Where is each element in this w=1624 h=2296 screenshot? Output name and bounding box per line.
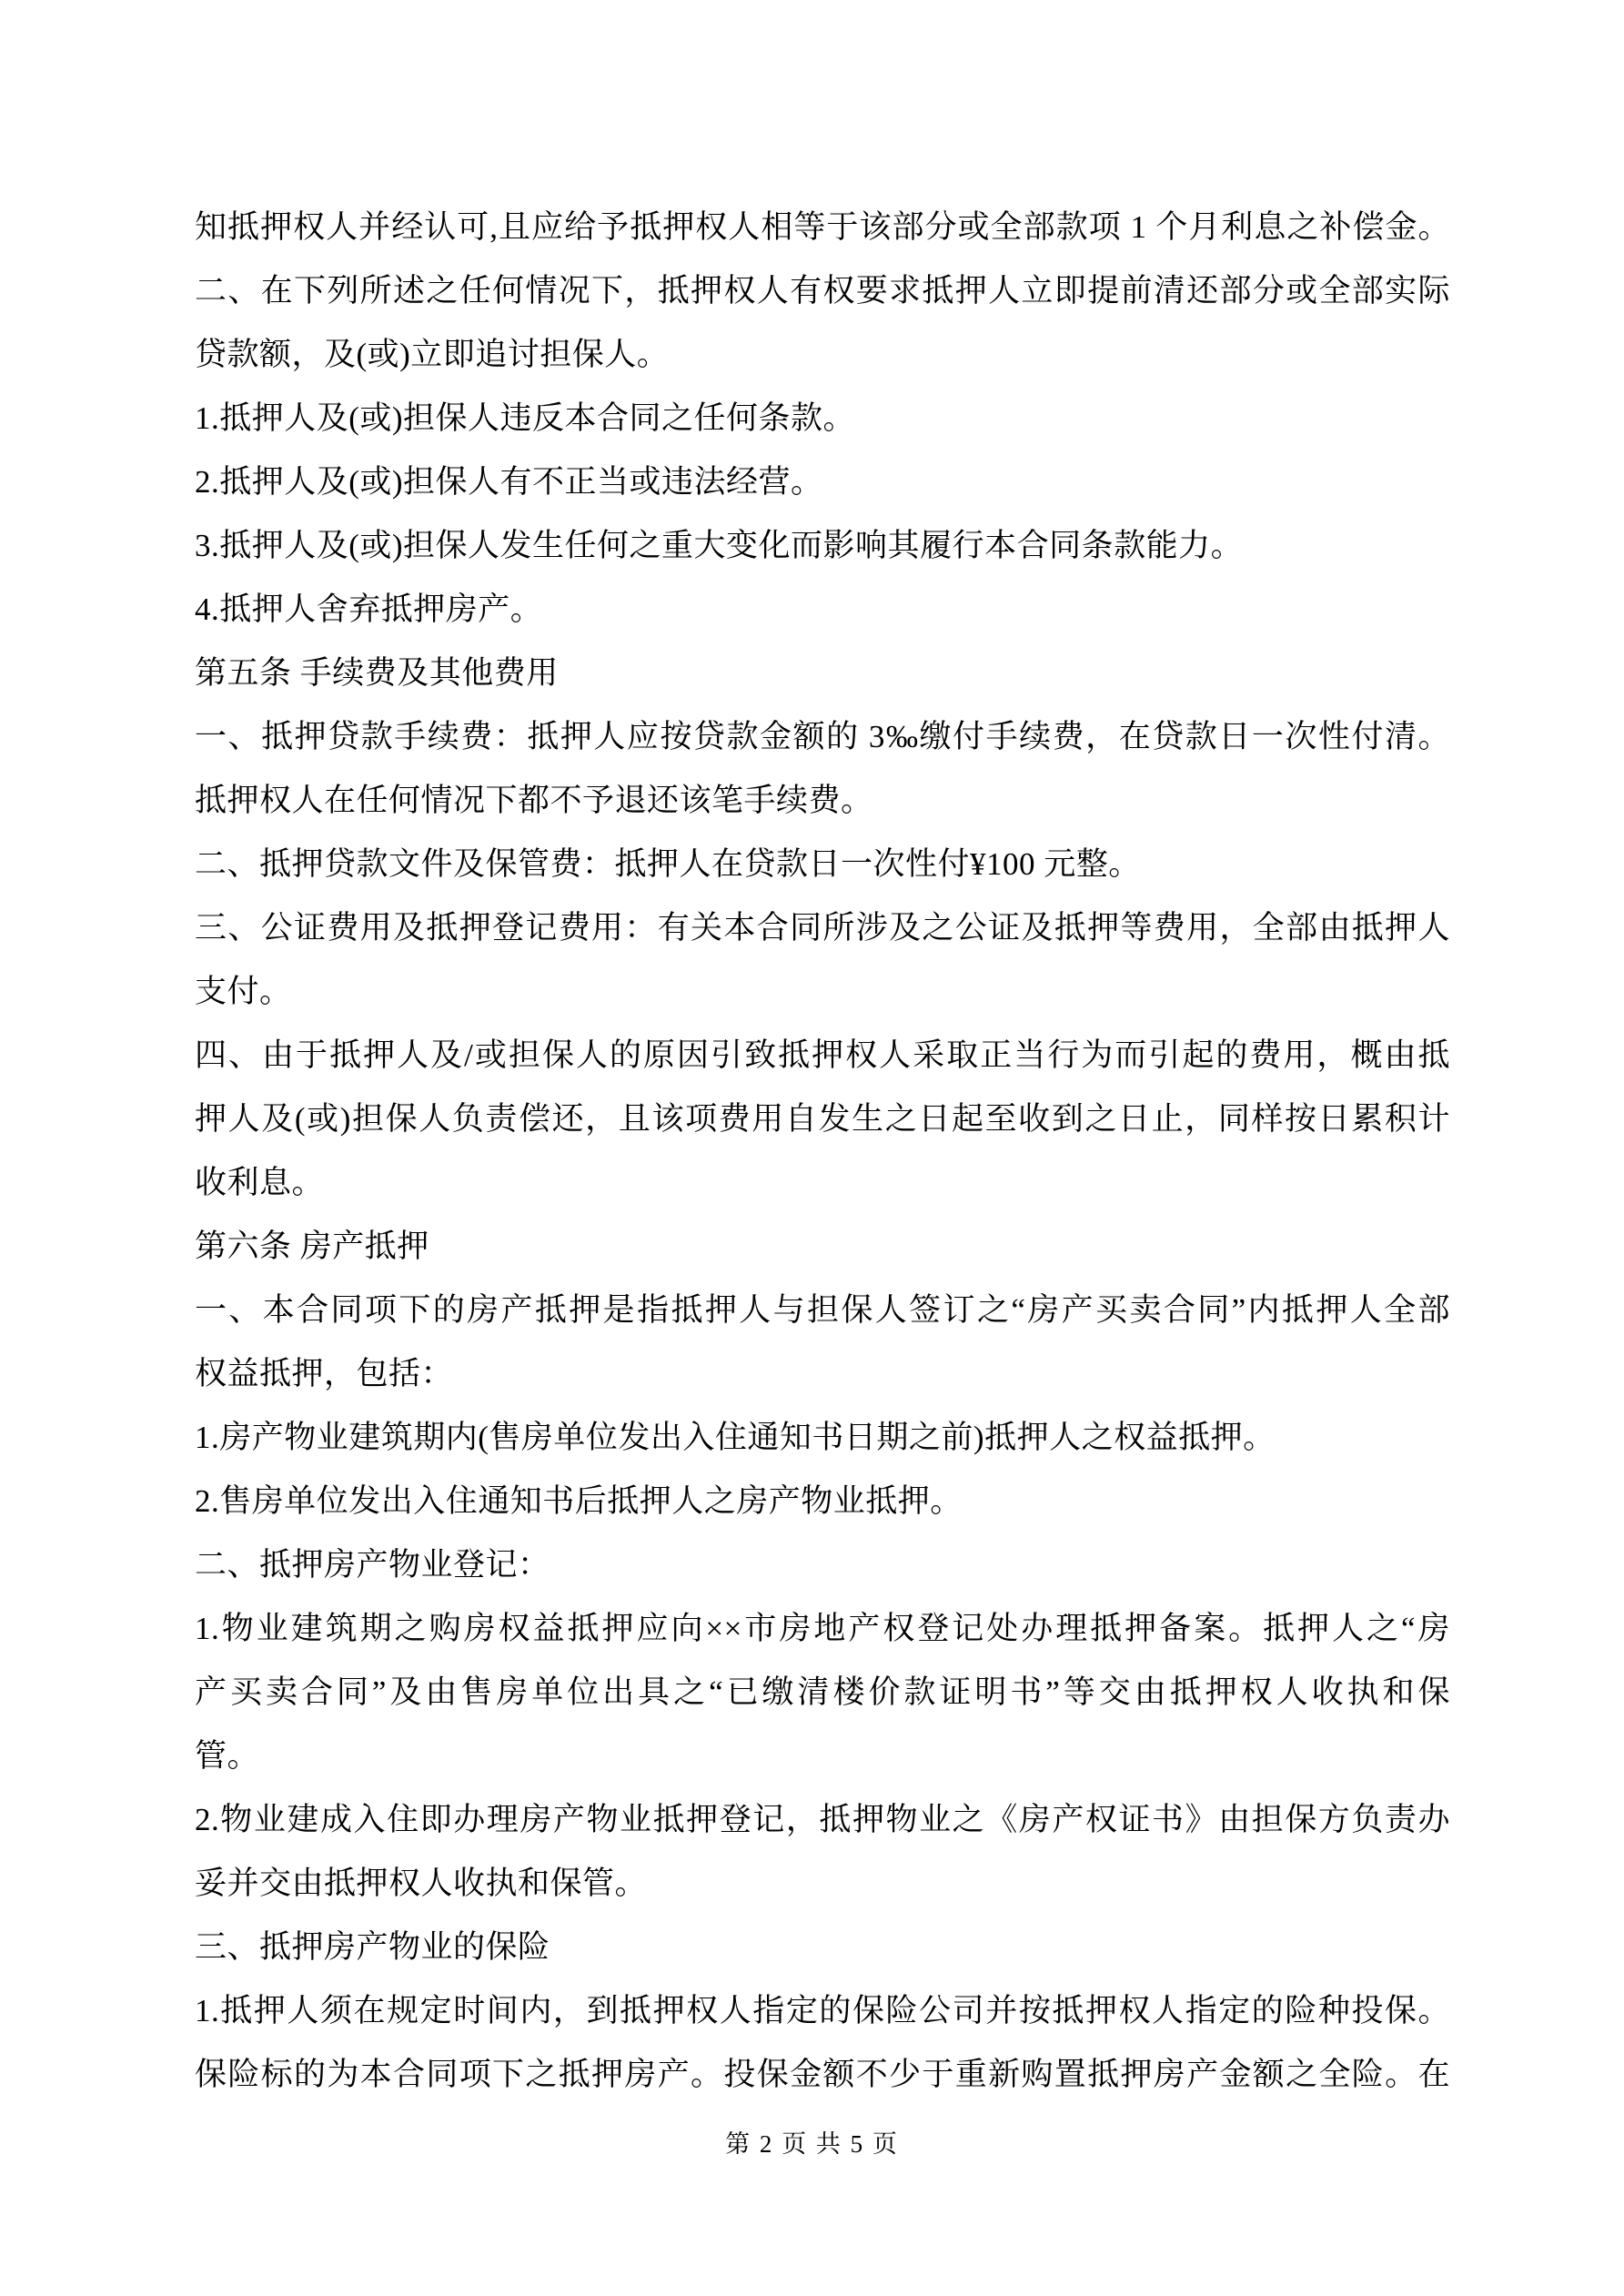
text-line: 押人及(或)担保人负责偿还，且该项费用自发生之日起至收到之日止，同样按日累积计 [195, 1101, 1450, 1137]
text-line: 2.售房单位发出入住通知书后抵押人之房产物业抵押。 [195, 1483, 963, 1519]
text-line: 贷款额，及(或)立即追讨担保人。 [195, 337, 670, 372]
section-heading: 第五条 手续费及其他费用 [195, 655, 559, 691]
text-line: 三、公证费用及抵押登记费用：有关本合同所涉及之公证及抵押等费用，全部由抵押人 [195, 910, 1450, 946]
text-line: 支付。 [195, 974, 292, 1009]
text-line: 三、抵押房产物业的保险 [195, 1929, 550, 1965]
text-line: 知抵押权人并经认可,且应给予抵押权人相等于该部分或全部款项 1 个月利息之补偿金。 [195, 209, 1450, 245]
page-footer [0, 2126, 1624, 2162]
text-line: 收利息。 [195, 1165, 325, 1200]
text-line: 四、由于抵押人及/或担保人的原因引致抵押权人采取正当行为而引起的费用，概由抵 [195, 1037, 1450, 1073]
text-line: 一、抵押贷款手续费：抵押人应按贷款金额的 3‰缴付手续费，在贷款日一次性付清。 [195, 719, 1450, 754]
text-line: 2.抵押人及(或)担保人有不正当或违法经营。 [195, 464, 823, 500]
text-line: 4.抵押人舍弃抵押房产。 [195, 592, 543, 627]
text-line: 权益抵押，包括： [195, 1356, 454, 1391]
contract-body [195, 196, 1450, 2107]
text-line: 3.抵押人及(或)担保人发生任何之重大变化而影响其履行本合同条款能力。 [195, 528, 1244, 563]
text-line: 一、本合同项下的房产抵押是指抵押人与担保人签订之“房产买卖合同”内抵押人全部 [195, 1292, 1450, 1328]
text-line: 二、在下列所述之任何情况下，抵押权人有权要求抵押人立即提前清还部分或全部实际 [195, 273, 1450, 308]
text-line: 二、抵押贷款文件及保管费：抵押人在贷款日一次性付¥100 元整。 [195, 846, 1141, 882]
text-line: 1.物业建筑期之购房权益抵押应向××市房地产权登记处办理抵押备案。抵押人之“房 [195, 1611, 1450, 1646]
text-line: 抵押权人在任何情况下都不予退还该笔手续费。 [195, 783, 873, 818]
text-line: 妥并交由抵押权人收执和保管。 [195, 1866, 648, 1901]
page-number: 第 2 页 共 5 页 [725, 2130, 899, 2158]
text-line: 保险标的为本合同项下之抵押房产。投保金额不少于重新购置抵押房产金额之全险。在 [195, 2057, 1450, 2092]
text-line: 二、抵押房产物业登记： [195, 1547, 550, 1583]
text-line: 2.物业建成入住即办理房产物业抵押登记，抵押物业之《房产权证书》由担保方负责办 [195, 1802, 1450, 1837]
text-line: 管。 [195, 1738, 260, 1774]
text-line: 1.抵押人须在规定时间内，到抵押权人指定的保险公司并按抵押权人指定的险种投保。 [195, 1993, 1450, 2028]
section-heading: 第六条 房产抵押 [195, 1229, 429, 1264]
text-line: 1.房产物业建筑期内(售房单位发出入住通知书日期之前)抵押人之权益抵押。 [195, 1420, 1276, 1455]
text-line: 产买卖合同”及由售房单位出具之“已缴清楼价款证明书”等交由抵押权人收执和保 [195, 1674, 1450, 1710]
text-line: 1.抵押人及(或)担保人违反本合同之任何条款。 [195, 400, 856, 436]
